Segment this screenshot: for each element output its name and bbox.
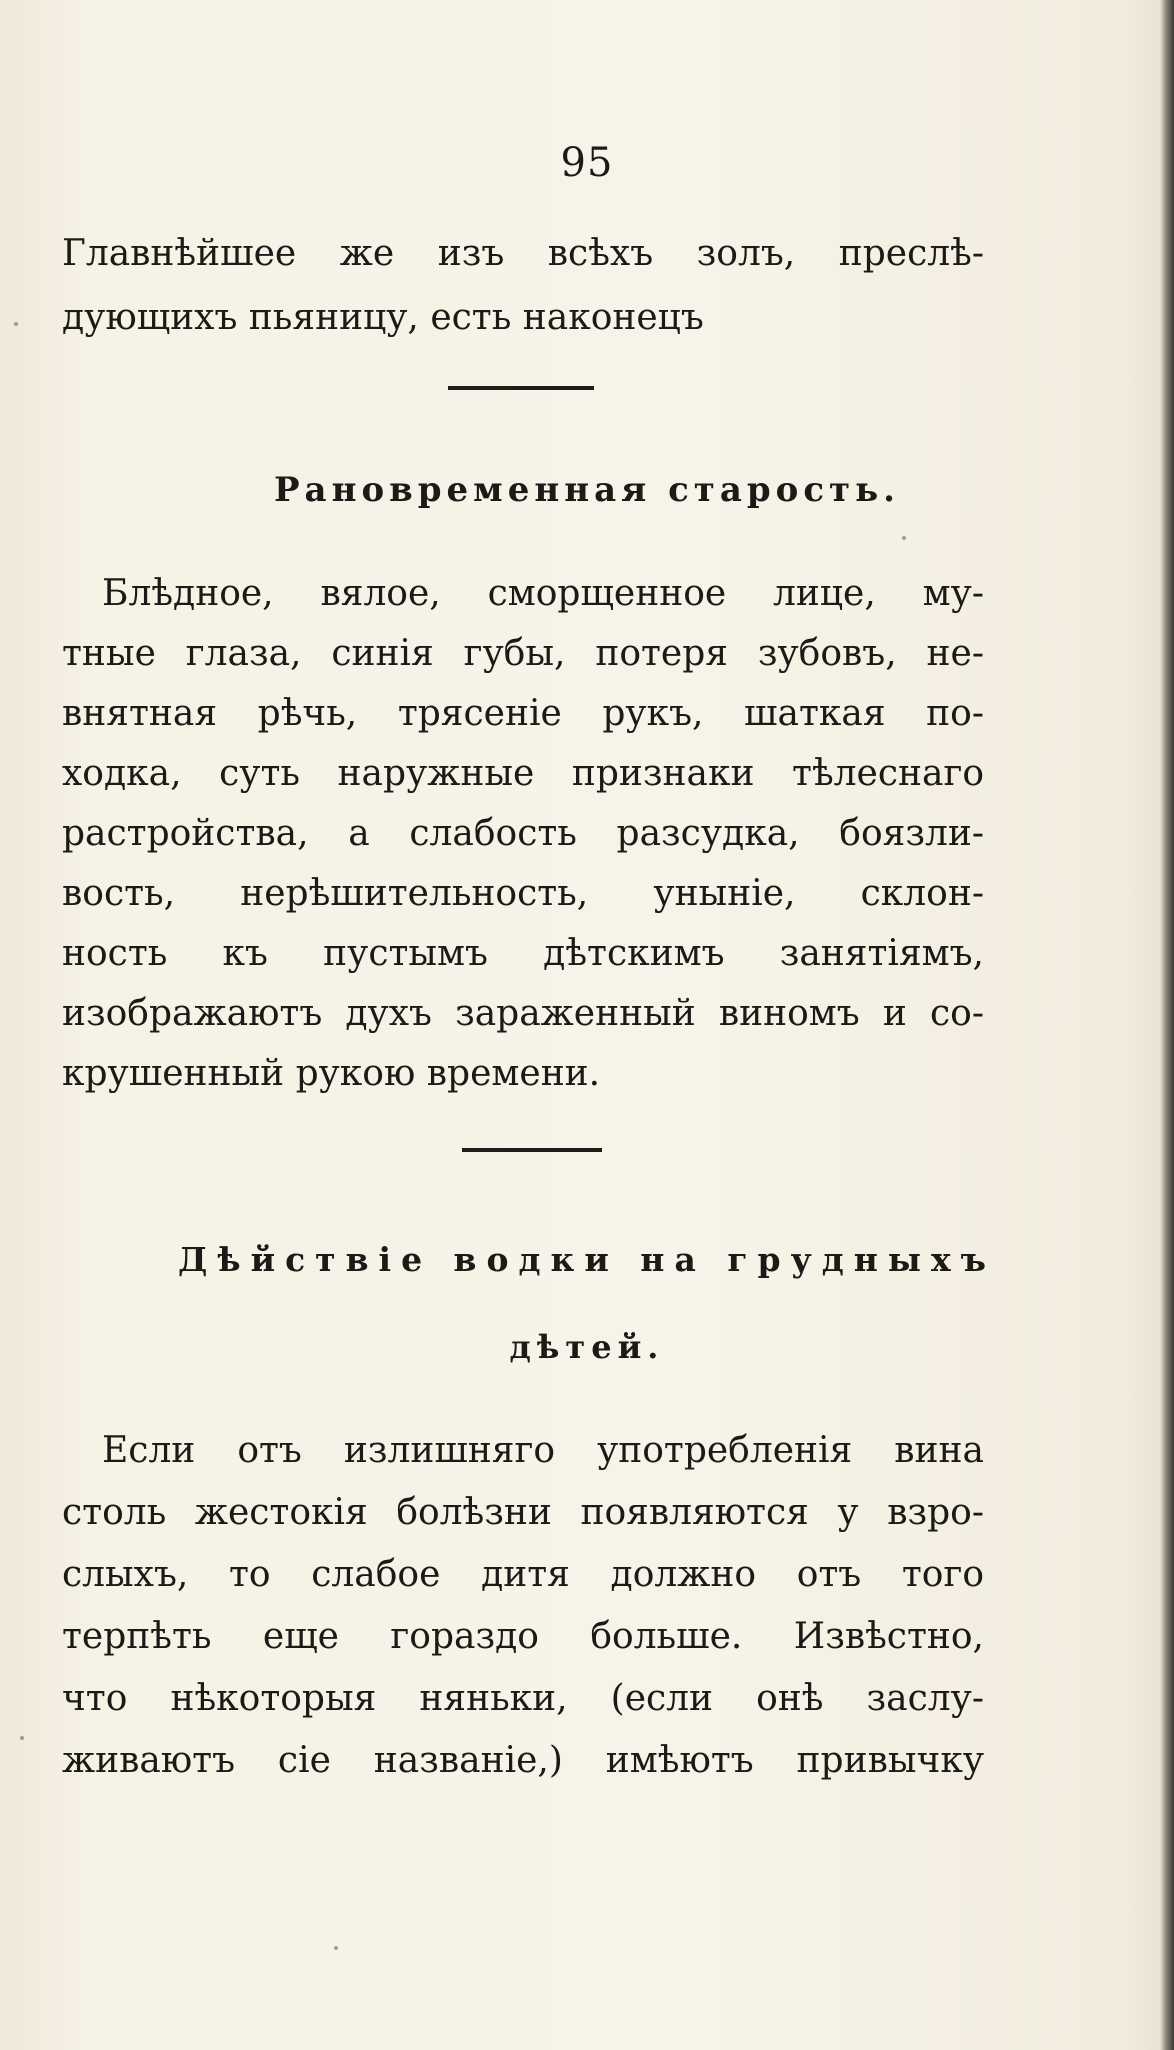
text-line: что нѣкоторыя няньки, (если онѣ заслу- bbox=[62, 1678, 984, 1719]
page-number: 95 bbox=[560, 140, 614, 186]
paper-speck bbox=[902, 536, 906, 540]
section-paragraph bbox=[62, 1420, 984, 1792]
text-line: крушенный рукою времени. bbox=[62, 1053, 601, 1094]
paper-speck bbox=[20, 1736, 24, 1740]
text-line: ходка, суть наружные признаки тѣлеснаго bbox=[62, 753, 984, 794]
section-paragraph bbox=[62, 564, 984, 1104]
text-line: Если отъ излишняго употребленія вина bbox=[102, 1430, 984, 1471]
intro-paragraph bbox=[62, 222, 984, 350]
text-line: тные глаза, синія губы, потеря зубовъ, не- bbox=[62, 633, 984, 674]
text-line: вость, нерѣшительность, уныніе, склон- bbox=[62, 873, 984, 914]
text-line: внятная рѣчь, трясеніе рукъ, шаткая по- bbox=[62, 693, 984, 734]
text-line: растройства, а слабость разсудка, боязли- bbox=[62, 813, 984, 854]
paper-speck bbox=[14, 322, 18, 326]
text-line: терпѣть еще гораздо больше. Извѣстно, bbox=[62, 1616, 984, 1657]
text-line: слыхъ, то слабое дитя должно отъ того bbox=[62, 1554, 984, 1595]
text-line: столь жестокія болѣзни появляются у взро- bbox=[62, 1492, 984, 1533]
text-line: живаютъ сіе названіе,) имѣютъ привычку bbox=[62, 1740, 984, 1781]
text-line: ность къ пустымъ дѣтскимъ занятіямъ, bbox=[62, 933, 984, 974]
section-heading-continued: дѣтей. bbox=[509, 1328, 665, 1366]
paper-speck bbox=[334, 1946, 338, 1950]
text-line: Блѣдное, вялое, сморщенное лице, му- bbox=[102, 573, 984, 614]
section-heading: Дѣйствіе водки на грудныхъ bbox=[178, 1240, 996, 1279]
section-divider bbox=[448, 386, 594, 390]
section-divider bbox=[462, 1148, 602, 1152]
text-line: Главнѣйшее же изъ всѣхъ золъ, преслѣ- bbox=[62, 233, 984, 274]
page-edge-shadow bbox=[1160, 0, 1174, 2050]
text-line: дующихъ пьяницу, есть наконецъ bbox=[62, 297, 704, 338]
section-heading: Рановременная старость. bbox=[273, 470, 901, 510]
text-line: изображаютъ духъ зараженный виномъ и со- bbox=[62, 993, 984, 1034]
